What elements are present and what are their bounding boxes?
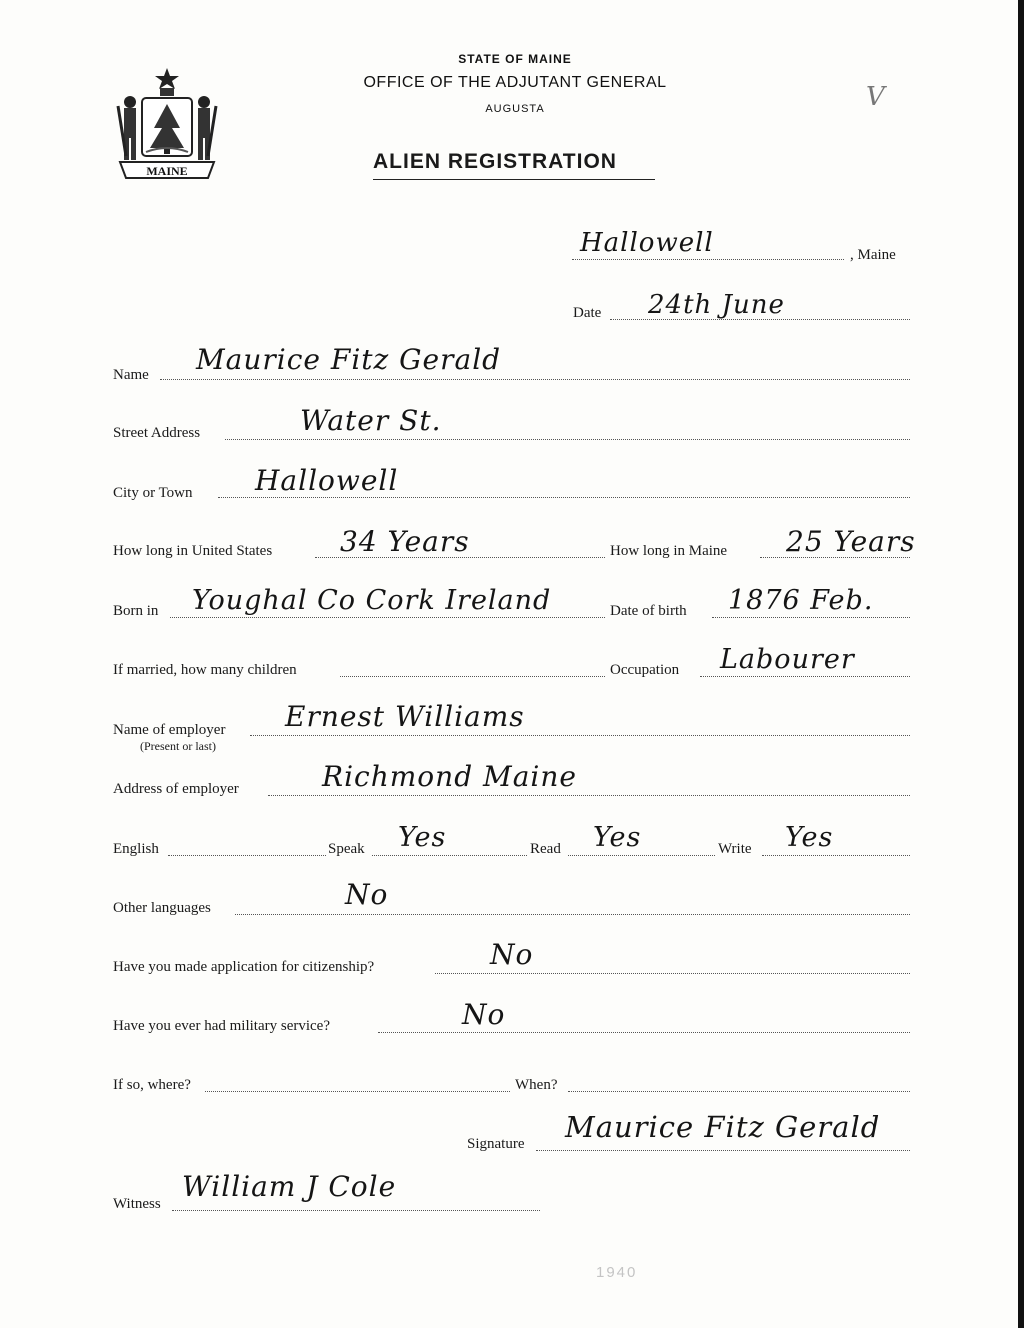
name-label: Name (113, 367, 149, 383)
maine-state-seal-icon (112, 66, 222, 186)
svg-text:MAINE: MAINE (146, 164, 188, 178)
place-value: Hallowell (580, 228, 714, 258)
street-address-line (225, 439, 910, 440)
witness-label: Witness (113, 1196, 161, 1212)
write-label: Write (718, 841, 752, 857)
citizenship-line (435, 973, 910, 974)
english-line (168, 855, 326, 856)
header-office: OFFICE OF THE ADJUTANT GENERAL (363, 74, 667, 91)
witness-value: William J Cole (182, 1170, 397, 1203)
witness-line (172, 1210, 540, 1211)
read-label: Read (530, 841, 561, 857)
years-maine-label: How long in Maine (610, 543, 728, 559)
when-label: When? (515, 1077, 558, 1093)
place-line (572, 259, 844, 260)
city-label: City or Town (113, 485, 193, 501)
dob-line (712, 617, 910, 618)
years-us-value: 34 Years (340, 525, 470, 558)
employer-sublabel: (Present or last) (140, 739, 216, 753)
city-value: Hallowell (255, 464, 399, 497)
signature-value: Maurice Fitz Gerald (565, 1110, 881, 1144)
occupation-label: Occupation (610, 662, 680, 678)
other-languages-line (235, 914, 910, 915)
employer-address-value: Richmond Maine (322, 760, 577, 793)
born-in-label: Born in (113, 603, 159, 619)
write-value: Yes (785, 822, 834, 853)
date-label: Date (573, 305, 602, 321)
occupation-line (700, 676, 910, 677)
name-line (160, 379, 910, 380)
english-label: English (113, 841, 159, 857)
city-line (218, 497, 910, 498)
signature-line (536, 1150, 910, 1151)
speak-label: Speak (328, 841, 365, 857)
military-value: No (462, 998, 506, 1031)
street-address-label: Street Address (113, 425, 201, 441)
born-in-line (170, 617, 605, 618)
military-line (378, 1032, 910, 1033)
received-stamp: 1940 (596, 1264, 638, 1281)
when-line (568, 1091, 910, 1092)
speak-value: Yes (398, 822, 447, 853)
signature-label: Signature (467, 1136, 525, 1152)
read-line (568, 855, 715, 856)
title-underline (373, 179, 655, 180)
other-languages-label: Other languages (113, 900, 211, 916)
employer-value: Ernest Williams (285, 700, 525, 733)
header-state: STATE OF MAINE (458, 52, 572, 66)
employer-line (250, 735, 910, 736)
header-city: AUGUSTA (485, 103, 545, 115)
where-label: If so, where? (113, 1077, 191, 1093)
children-label: If married, how many children (113, 662, 297, 678)
employer-label: Name of employer (113, 722, 226, 738)
form-title: ALIEN REGISTRATION (373, 150, 617, 173)
years-us-label: How long in United States (113, 543, 273, 559)
speak-line (372, 855, 527, 856)
children-line (340, 676, 605, 677)
citizenship-value: No (490, 938, 534, 971)
date-value: 24th June (648, 290, 785, 320)
name-value: Maurice Fitz Gerald (196, 343, 502, 376)
where-line (205, 1091, 510, 1092)
dob-label: Date of birth (610, 603, 687, 619)
military-label: Have you ever had military service? (113, 1018, 330, 1034)
dob-value: 1876 Feb. (728, 585, 874, 616)
citizenship-label: Have you made application for citizenship? (113, 959, 375, 975)
read-value: Yes (593, 822, 642, 853)
street-address-value: Water St. (300, 404, 442, 437)
check-mark: V (866, 82, 885, 112)
write-line (762, 855, 910, 856)
maine-label: , Maine (850, 247, 896, 263)
other-languages-value: No (345, 878, 389, 911)
employer-address-label: Address of employer (113, 781, 239, 797)
occupation-value: Labourer (720, 644, 855, 675)
employer-address-line (268, 795, 910, 796)
years-maine-value: 25 Years (786, 525, 916, 558)
born-in-value: Youghal Co Cork Ireland (192, 585, 552, 616)
